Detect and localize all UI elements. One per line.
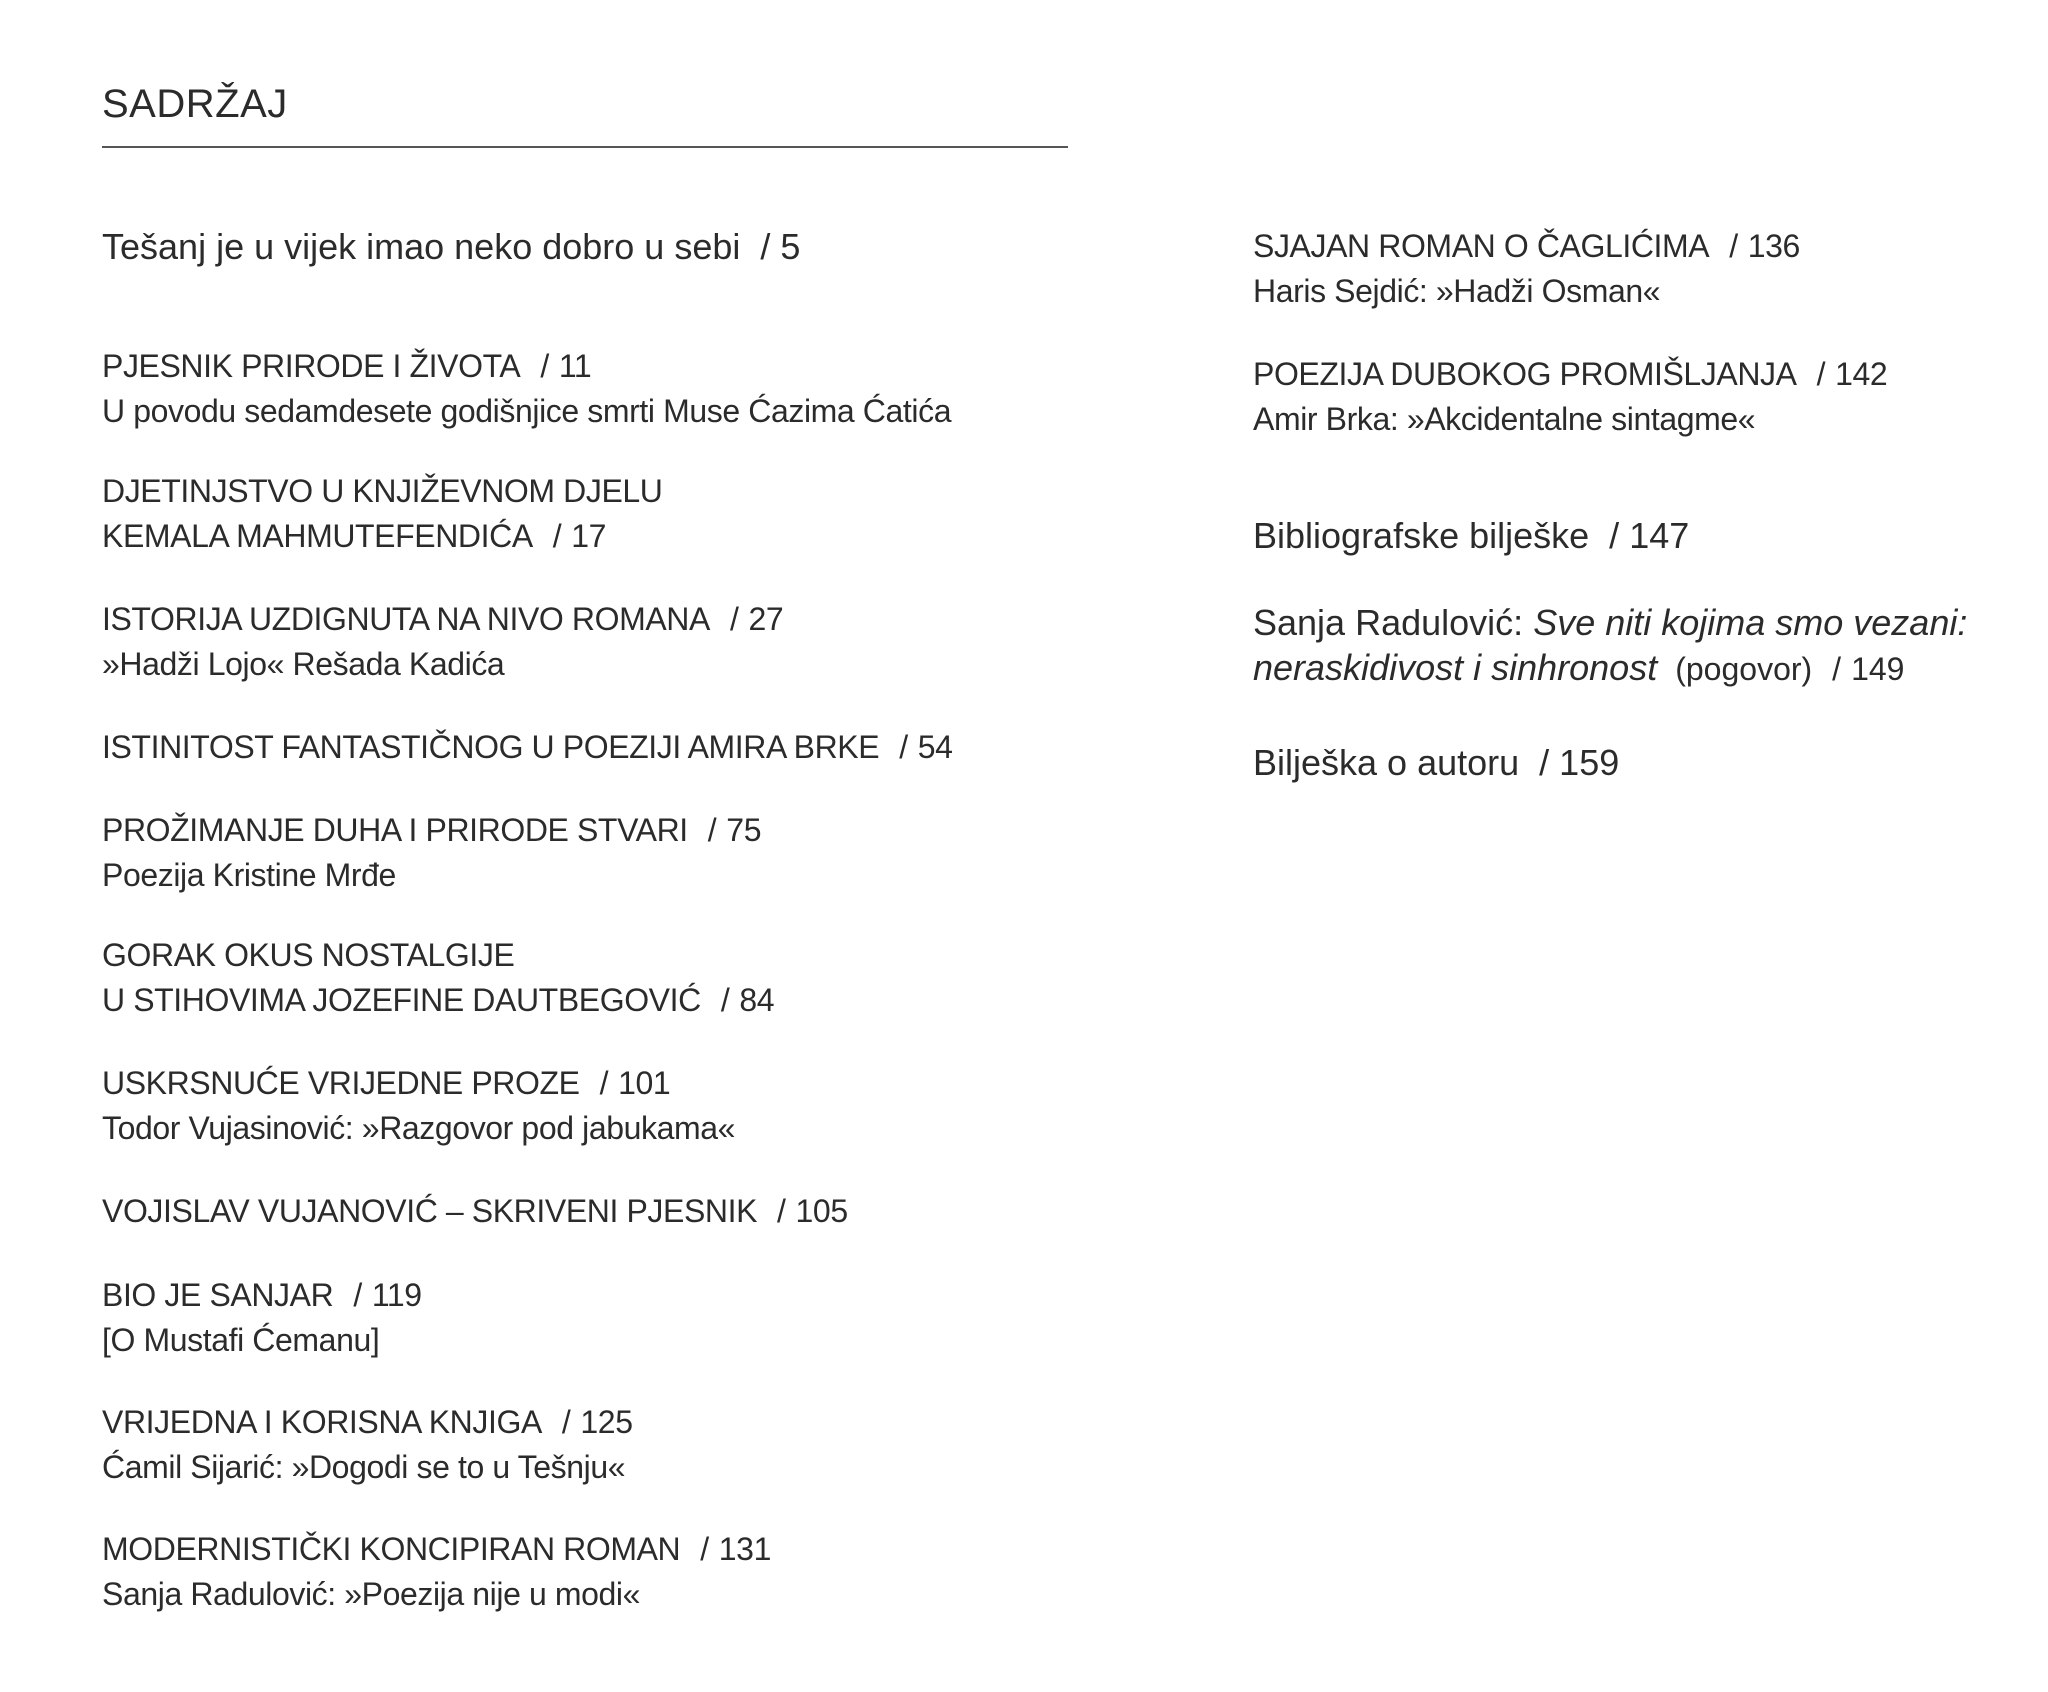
toc-page-number: 11 — [558, 348, 592, 384]
toc-separator: / — [1609, 515, 1620, 556]
toc-entry-subtitle: Sanja Radulović: »Poezija nije u modi« — [102, 1576, 641, 1612]
toc-entry-subtitle: Todor Vujasinović: »Razgovor pod jabukama« — [102, 1110, 736, 1146]
toc-separator: / — [720, 982, 730, 1018]
toc-entry-subtitle: Amir Brka: »Akcidentalne sintagme« — [1253, 401, 1756, 437]
toc-page-number: 101 — [618, 1065, 671, 1101]
toc-entry-title: MODERNISTIČKI KONCIPIRAN ROMAN — [102, 1531, 681, 1567]
toc-entry-title: Bibliografske bilješke — [1253, 515, 1590, 556]
toc-separator: / — [729, 601, 739, 637]
toc-entry-title: VOJISLAV VUJANOVIĆ – SKRIVENI PJESNIK — [102, 1193, 758, 1229]
toc-entry-title: POEZIJA DUBOKOG PROMIŠLJANJA — [1253, 356, 1797, 392]
toc-entry-title: SJAJAN ROMAN O ČAGLIĆIMA — [1253, 228, 1710, 264]
toc-page-number: 136 — [1747, 228, 1800, 264]
toc-separator: / — [1539, 742, 1550, 783]
toc-entry-title: BIO JE SANJAR — [102, 1277, 334, 1313]
toc-entry-title-cont: neraskidivost i sinhronost — [1253, 647, 1658, 688]
page-title: SADRŽAJ — [102, 82, 288, 126]
toc-page-number: 149 — [1851, 651, 1905, 687]
toc-separator: / — [760, 226, 771, 267]
toc-entry-subtitle: »Hadži Lojo« Rešada Kadića — [102, 646, 505, 682]
toc-separator: / — [561, 1404, 571, 1440]
toc-separator: / — [1729, 228, 1738, 264]
toc-page-number: 159 — [1559, 742, 1620, 783]
toc-page-number: 142 — [1835, 356, 1888, 392]
toc-entry-title: VRIJEDNA I KORISNA KNJIGA — [102, 1404, 542, 1440]
toc-page-number: 119 — [371, 1277, 422, 1313]
toc-page-number: 17 — [571, 518, 607, 554]
toc-entry-subtitle: U povodu sedamdesete godišnjice smrti Muse Ćazima Ćatića — [102, 393, 952, 429]
toc-entry-title: Sve niti kojima smo vezani: — [1533, 602, 1968, 643]
toc-entry-title: USKRSNUĆE VRIJEDNE PROZE — [102, 1065, 580, 1101]
toc-separator: / — [552, 518, 562, 554]
toc-page-number: 147 — [1629, 515, 1690, 556]
toc-entry-biljeska-o-autoru[interactable] — [1253, 740, 1619, 785]
toc-entry-subtitle: Ćamil Sijarić: »Dogodi se to u Tešnju« — [102, 1449, 626, 1485]
toc-entry-title: PJESNIK PRIRODE I ŽIVOTA — [102, 348, 521, 384]
toc-entry-author: Sanja Radulović: — [1253, 602, 1524, 643]
toc-entry-title: PROŽIMANJE DUHA I PRIRODE STVARI — [102, 812, 688, 848]
toc-separator: / — [899, 729, 908, 765]
toc-page-number: 5 — [780, 226, 801, 267]
toc-entry-subtitle: [O Mustafi Ćemanu] — [102, 1322, 380, 1358]
toc-separator: / — [1816, 356, 1826, 392]
toc-page-number: 131 — [718, 1531, 771, 1567]
toc-separator: / — [353, 1277, 362, 1313]
toc-entry-title: Tešanj je u vijek imao neko dobro u sebi — [102, 226, 741, 267]
toc-entry-title: ISTINITOST FANTASTIČNOG U POEZIJI AMIRA BRKE — [102, 729, 880, 765]
toc-entry-poezija-dubokog[interactable] — [1253, 352, 1887, 442]
toc-entry-bibliografske[interactable] — [1253, 513, 1689, 558]
toc-separator: / — [700, 1531, 709, 1567]
toc-entry-title: ISTORIJA UZDIGNUTA NA NIVO ROMANA — [102, 601, 710, 637]
toc-entry-title-cont: KEMALA MAHMUTEFENDIĆA — [102, 518, 533, 554]
toc-page-number: 27 — [748, 601, 784, 637]
toc-entry-note: (pogovor) — [1675, 651, 1813, 687]
toc-separator: / — [777, 1193, 786, 1229]
toc-separator: / — [599, 1065, 609, 1101]
toc-entry-title: DJETINJSTVO U KNJIŽEVNOM DJELU — [102, 473, 663, 509]
toc-entry-sjajan-roman[interactable] — [1253, 224, 1800, 314]
toc-page-number: 84 — [739, 982, 775, 1018]
toc-entry-pogovor[interactable] — [1253, 600, 1967, 692]
toc-separator: / — [707, 812, 717, 848]
toc-separator: / — [1832, 651, 1842, 687]
toc-page-number: 75 — [726, 812, 762, 848]
toc-entry-title: GORAK OKUS NOSTALGIJE — [102, 937, 515, 973]
toc-page-number: 105 — [795, 1193, 848, 1229]
toc-separator: / — [540, 348, 549, 384]
toc-entry-title-cont: U STIHOVIMA JOZEFINE DAUTBEGOVIĆ — [102, 982, 701, 1018]
toc-page-number: 125 — [580, 1404, 633, 1440]
toc-entry-title: Bilješka o autoru — [1253, 742, 1520, 783]
toc-entry-subtitle: Poezija Kristine Mrđe — [102, 857, 396, 893]
toc-page-number: 54 — [917, 729, 953, 765]
toc-entry-subtitle: Haris Sejdić: »Hadži Osman« — [1253, 273, 1661, 309]
